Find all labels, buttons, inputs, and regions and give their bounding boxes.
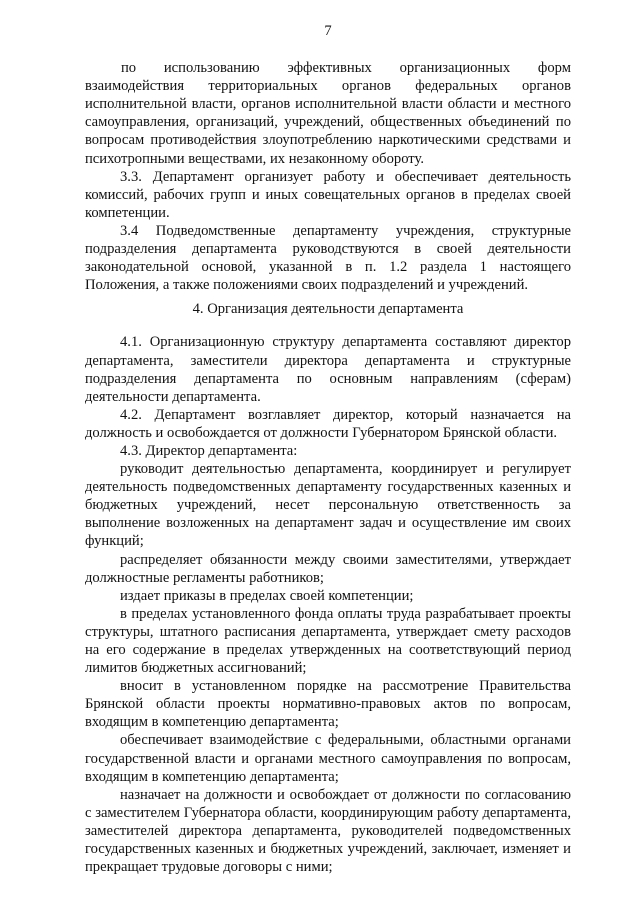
duty-item: вносит в установленном порядке на рассмотрение Правительства Брянской области проекты нормативно-правовых актов по вопросам, входящим в компетенцию департамента; bbox=[85, 678, 571, 731]
paragraph-continuation: по использованию эффективных организационных форм взаимодействия территориальных органов федеральных органов исполнительной власти, органов исполнительной власти области и местного самоуправления, организаций, учреждений, общественных объединений по вопросам противодействия злоупотреблению наркотическими средствами и психотропными веществами, их незаконному обороту. bbox=[85, 60, 571, 167]
paragraph-3-3: 3.3. Департамент организует работу и обеспечивает деятельность комиссий, рабочих групп и иных совещательных органов в пределах своей компетенции. bbox=[85, 168, 571, 221]
duty-item: назначает на должности и освобождает от должности по согласованию с заместителем Губернатора области, координирующим работу департамента, заместителей директора департамента, руководителей подведомственных государственных казенных и бюджетных учреждений, заключает, изменяет и прекращает трудовые договоры с ними; bbox=[85, 786, 571, 876]
paragraph-4-1: 4.1. Организационную структуру департамента составляют директор департамента, заместители директора департамента и структурные подразделения департамента по основным направлениям (сферам) деятельности департамента. bbox=[85, 334, 571, 405]
page-number: 7 bbox=[324, 23, 332, 39]
paragraph-4-2: 4.2. Департамент возглавляет директор, который назначается на должность и освобождается от должности Губернатором Брянской области. bbox=[85, 406, 571, 441]
duty-item: в пределах установленного фонда оплаты труда разрабатывает проекты структуры, штатного расписания департамента, утверждает смету расходов на его содержание в пределах утвержденных на соответствующий период лимитов бюджетных ассигнований; bbox=[85, 605, 571, 677]
paragraph-3-4: 3.4 Подведомственные департаменту учреждения, структурные подразделения департамента руководствуются в своей деятельности законодательной основой, указанной в п. 1.2 раздела 1 настоящего Положения, а также положениями своих подразделений и учреждений. bbox=[85, 222, 571, 294]
duty-item: руководит деятельностью департамента, координирует и регулирует деятельность подведомственных департаменту государственных казенных и бюджетных учреждений, несет персональную ответственность за выполнение возложенных на департамент задач и осуществление им своих функций; bbox=[85, 461, 571, 550]
duty-item: издает приказы в пределах своей компетенции; bbox=[120, 587, 414, 604]
document-page bbox=[85, 22, 571, 876]
duty-item: распределяет обязанности между своими заместителями, утверждает должностные регламенты работников; bbox=[85, 551, 571, 586]
paragraph-4-3: 4.3. Директор департамента: bbox=[120, 442, 298, 459]
section-heading: 4. Организация деятельности департамента bbox=[192, 301, 464, 318]
duty-item: обеспечивает взаимодействие с федеральными, областными органами государственной власти и органами местного самоуправления по вопросам, входящим в компетенцию департамента; bbox=[85, 732, 571, 785]
